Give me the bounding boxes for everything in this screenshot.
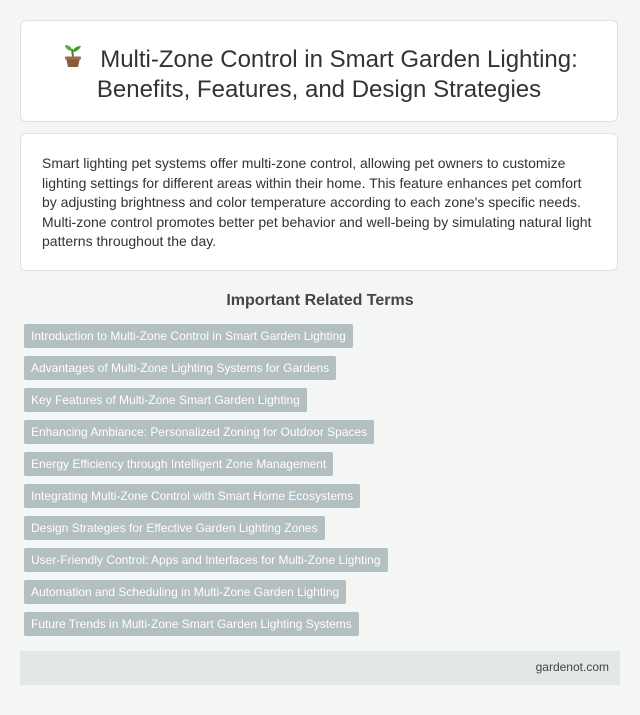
related-term-tag[interactable]: Automation and Scheduling in Multi-Zone Garden Lighting bbox=[24, 580, 346, 604]
page-title bbox=[21, 43, 617, 105]
related-term-tag[interactable]: Integrating Multi-Zone Control with Smart Home Ecosystems bbox=[24, 484, 360, 508]
related-term-tag[interactable]: Design Strategies for Effective Garden Lighting Zones bbox=[24, 516, 325, 540]
footer bbox=[20, 651, 620, 685]
related-term-tag[interactable]: Future Trends in Multi-Zone Smart Garden Lighting Systems bbox=[24, 612, 359, 636]
title-line-1: Multi-Zone Control in Smart Garden Lighting: bbox=[100, 46, 578, 73]
footer-site-link[interactable]: gardenot.com bbox=[535, 660, 609, 674]
related-terms-heading: Important Related Terms bbox=[226, 292, 414, 309]
related-terms-list bbox=[24, 324, 388, 636]
related-term-tag[interactable]: Energy Efficiency through Intelligent Zone Management bbox=[24, 452, 333, 476]
related-term-tag[interactable]: Advantages of Multi-Zone Lighting Systems for Gardens bbox=[24, 356, 336, 380]
description-card bbox=[20, 133, 618, 271]
related-term-tag[interactable]: Enhancing Ambiance: Personalized Zoning for Outdoor Spaces bbox=[24, 420, 374, 444]
related-term-tag[interactable]: Key Features of Multi-Zone Smart Garden Lighting bbox=[24, 388, 307, 412]
sprout-icon bbox=[60, 43, 86, 69]
related-term-tag[interactable]: Introduction to Multi-Zone Control in Smart Garden Lighting bbox=[24, 324, 353, 348]
description-text: Smart lighting pet systems offer multi-zone control, allowing pet owners to customize lighting settings for different areas within their home. This feature enhances pet comfort by adjusting brightness and color temperature according to each zone's specific needs. Multi-zone control promotes better pet behavior and well-being by simulating natural light patterns throughout the day. bbox=[42, 155, 592, 249]
title-card bbox=[20, 20, 618, 122]
title-line-2: Benefits, Features, and Design Strategies bbox=[96, 76, 542, 103]
related-term-tag[interactable]: User-Friendly Control: Apps and Interfaces for Multi-Zone Lighting bbox=[24, 548, 388, 572]
